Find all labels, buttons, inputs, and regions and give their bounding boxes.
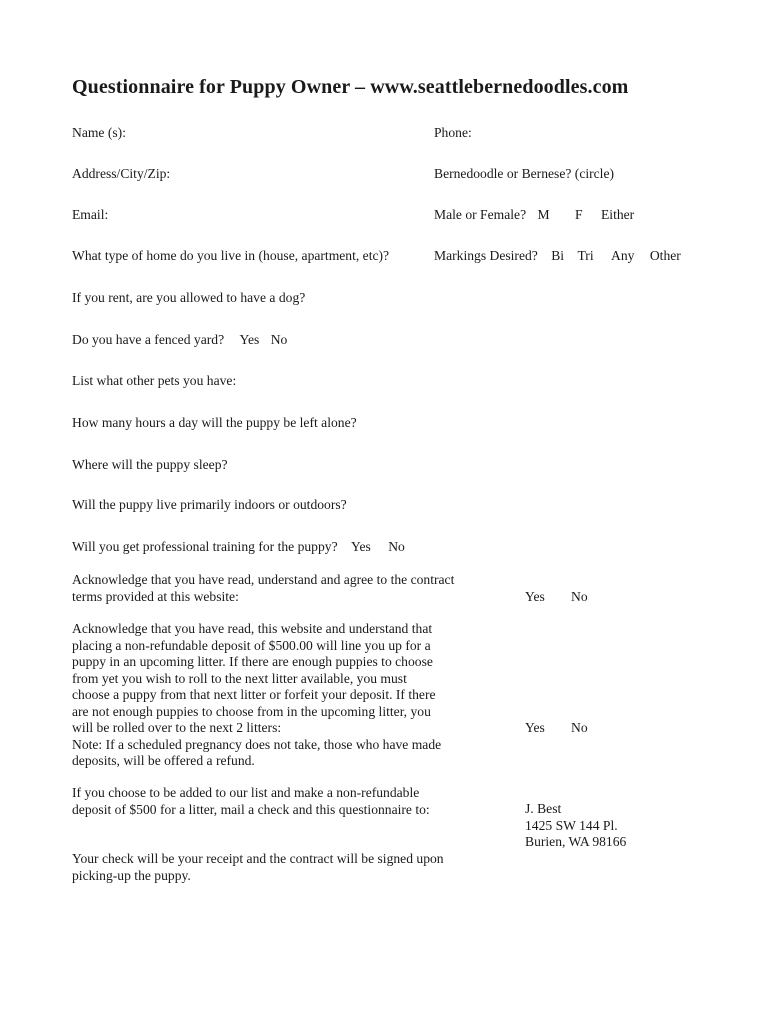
sex-option-f: F (575, 207, 583, 222)
home-type-question: What type of home do you live in (house, apartment, etc)? (72, 248, 390, 263)
markings-question (434, 248, 681, 265)
text-line: placing a non-refundable deposit of $500.00 will line you up for a (72, 637, 431, 653)
markings-option-any: Any (611, 248, 635, 263)
mail-instructions (72, 785, 430, 818)
fenced-yard-label: Do you have a fenced yard? (72, 332, 225, 347)
name-label: Name (s): (72, 125, 126, 140)
text-line: are not enough puppies to choose from in the upcoming litter, you (72, 703, 431, 719)
text-line: If you choose to be added to our list and make a non-refundable (72, 785, 420, 800)
receipt-note (72, 851, 444, 884)
training-yes-option: Yes (351, 539, 371, 554)
deposit-no-option: No (571, 720, 588, 735)
address-label: Address/City/Zip: (72, 166, 171, 181)
markings-label: Markings Desired? (434, 248, 538, 263)
address-street: 1425 SW 144 Pl. (525, 817, 618, 833)
hours-alone-question: How many hours a day will the puppy be left alone? (72, 415, 357, 430)
address-city: Burien, WA 98166 (525, 834, 627, 849)
email-label: Email: (72, 207, 109, 222)
mailing-address (525, 801, 626, 851)
markings-option-bi: Bi (551, 248, 565, 263)
text-line: Your check will be your receipt and the contract will be signed upon (72, 851, 444, 866)
training-no-option: No (388, 539, 405, 554)
text-line: terms provided at this website: (72, 588, 239, 604)
address-name: J. Best (525, 801, 562, 816)
deposit-yes-option: Yes (525, 720, 545, 735)
sex-question (434, 207, 634, 224)
sleep-question: Where will the puppy sleep? (72, 457, 228, 472)
fenced-yes-option: Yes (239, 332, 260, 347)
breed-question: Bernedoodle or Bernese? (circle) (434, 166, 615, 181)
text-line: deposits, will be offered a refund. (72, 753, 255, 768)
indoors-question: Will the puppy live primarily indoors or outdoors? (72, 497, 347, 512)
phone-label: Phone: (434, 125, 472, 140)
contract-yes-option: Yes (525, 589, 545, 604)
text-line: will be rolled over to the next 2 litters: (72, 720, 282, 735)
text-line: Acknowledge that you have read, understand and agree to the contract (72, 572, 455, 587)
sex-label: Male or Female? (434, 207, 527, 222)
training-label: Will you get professional training for the puppy? (72, 539, 338, 554)
markings-option-tri: Tri (577, 248, 594, 263)
sex-option-either: Either (600, 207, 635, 222)
text-line: Acknowledge that you have read, this website and understand that (72, 621, 433, 636)
acknowledge-contract-text (72, 572, 454, 605)
text-line: deposit of $500 for a litter, mail a check and this questionnaire to: (72, 801, 430, 817)
training-question (72, 539, 405, 556)
text-line: Note: If a scheduled pregnancy does not take, those who have made (72, 736, 442, 752)
text-line: from yet you wish to roll to the next litter available, you must (72, 670, 407, 686)
acknowledge-deposit-text (72, 621, 441, 770)
other-pets-question: List what other pets you have: (72, 373, 237, 388)
fenced-no-option: No (270, 332, 288, 347)
page-title: Questionnaire for Puppy Owner – www.seattlebernedoodles.com (72, 76, 629, 98)
contract-no-option: No (571, 589, 588, 604)
text-line: puppy in an upcoming litter. If there are enough puppies to choose (72, 654, 433, 669)
rent-question: If you rent, are you allowed to have a dog? (72, 290, 306, 305)
text-line: choose a puppy from that next litter or forfeit your deposit. If there (72, 687, 436, 702)
fenced-yard-question (72, 332, 287, 349)
sex-option-m: M (537, 207, 550, 222)
text-line: picking-up the puppy. (72, 867, 191, 883)
markings-option-other: Other (649, 248, 681, 263)
